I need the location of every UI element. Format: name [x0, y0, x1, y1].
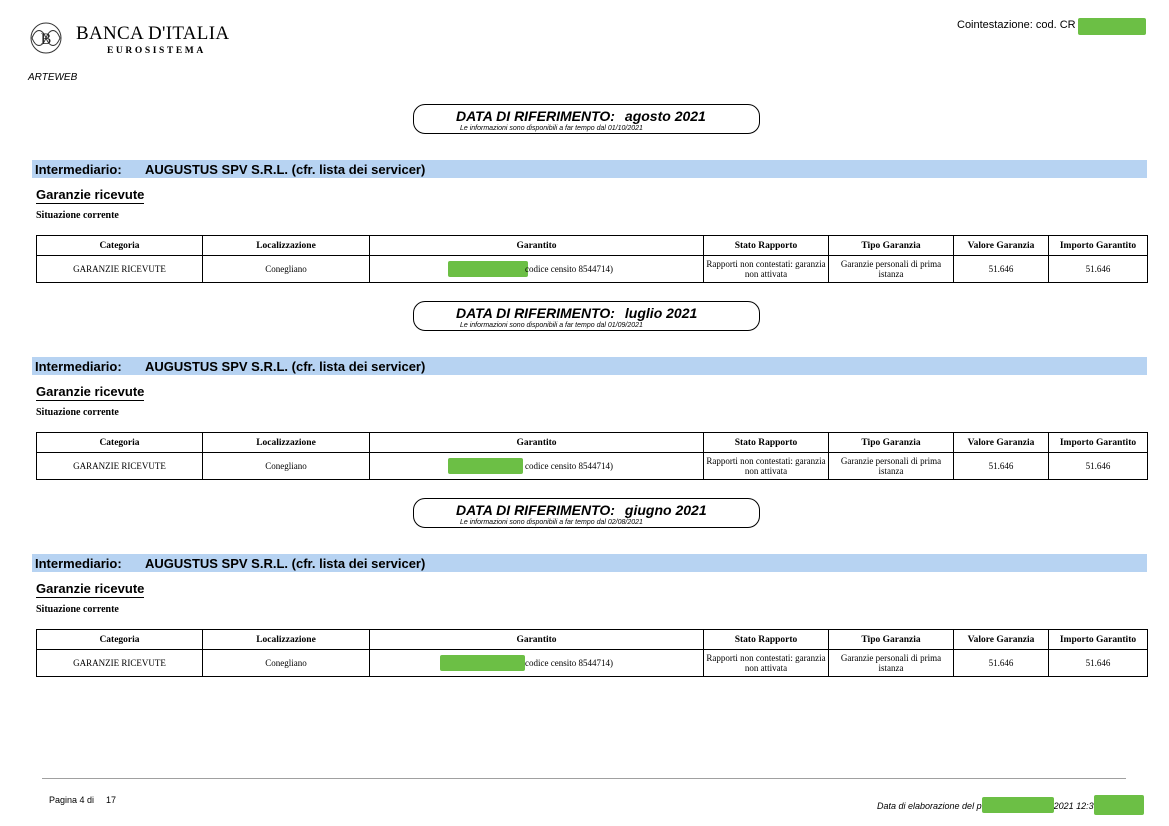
redaction-garantito [440, 655, 525, 671]
cell-localizzazione: Conegliano [203, 256, 370, 283]
cell-stato-rapporto: Rapporti non contestati: garanzia non attivata [704, 453, 829, 480]
cell-categoria: GARANZIE RICEVUTE [37, 256, 203, 283]
intermediario-label: Intermediario: [35, 162, 122, 177]
cell-localizzazione: Conegliano [203, 453, 370, 480]
elab-suffix: 2021 12:3 [1053, 801, 1094, 811]
cell-valore-garanzia: 51.646 [954, 453, 1049, 480]
situazione-label: Situazione corrente [36, 604, 119, 615]
availability-note: Le informazioni sono disponibili a far tempo dal 02/08/2021 [460, 519, 643, 526]
col-header-valore-garanzia: Valore Garanzia [954, 433, 1049, 453]
page-total: 17 [106, 795, 117, 805]
col-header-localizzazione: Localizzazione [203, 630, 370, 650]
reference-date-box [413, 301, 760, 331]
cell-categoria: GARANZIE RICEVUTE [37, 453, 203, 480]
bank-name: BANCA D'ITALIA [76, 23, 230, 44]
footer-divider [42, 778, 1126, 779]
date-label: DATA DI RIFERIMENTO: [456, 305, 615, 321]
cell-tipo-garanzia: Garanzie personali di prima istanza [829, 650, 954, 677]
col-header-categoria: Categoria [37, 236, 203, 256]
availability-note: Le informazioni sono disponibili a far tempo dal 01/10/2021 [460, 125, 643, 132]
col-header-garantito: Garantito [370, 433, 704, 453]
col-header-garantito: Garantito [370, 236, 704, 256]
date-label: DATA DI RIFERIMENTO: [456, 502, 615, 518]
situazione-label: Situazione corrente [36, 210, 119, 221]
section-subtitle: Garanzie ricevute [36, 581, 145, 596]
page-number [49, 795, 116, 805]
elab-prefix: Data di elaborazione del p [877, 801, 982, 811]
col-header-categoria: Categoria [37, 630, 203, 650]
col-header-valore-garanzia: Valore Garanzia [954, 630, 1049, 650]
garantito-text: codice censito 8544714) [525, 658, 613, 668]
intermediario-band [32, 357, 1147, 375]
col-header-importo-garantito: Importo Garantito [1049, 433, 1148, 453]
cointestazione-label: Cointestazione: cod. CR [957, 19, 1076, 31]
cell-importo-garantito: 51.646 [1049, 256, 1148, 283]
cell-stato-rapporto: Rapporti non contestati: garanzia non attivata [704, 256, 829, 283]
cell-tipo-garanzia: Garanzie personali di prima istanza [829, 453, 954, 480]
date-value: agosto 2021 [624, 108, 706, 124]
availability-note: Le informazioni sono disponibili a far tempo dal 01/09/2021 [460, 322, 643, 329]
cell-valore-garanzia: 51.646 [954, 256, 1049, 283]
garantito-text: codice censito 8544714) [525, 461, 613, 471]
col-header-tipo-garanzia: Tipo Garanzia [829, 433, 954, 453]
col-header-tipo-garanzia: Tipo Garanzia [829, 236, 954, 256]
col-header-categoria: Categoria [37, 433, 203, 453]
section-luglio [0, 197, 1169, 476]
elaboration-date [877, 795, 1144, 815]
col-header-importo-garantito: Importo Garantito [1049, 236, 1148, 256]
page-label: Pagina 4 di [49, 795, 95, 805]
col-header-stato-rapporto: Stato Rapporto [704, 236, 829, 256]
redaction-elab-date [982, 797, 1054, 813]
cell-stato-rapporto: Rapporti non contestati: garanzia non attivata [704, 650, 829, 677]
svg-text:B: B [40, 31, 52, 48]
col-header-localizzazione: Localizzazione [203, 236, 370, 256]
intermediario-band [32, 554, 1147, 572]
col-header-localizzazione: Localizzazione [203, 433, 370, 453]
date-value: giugno 2021 [624, 502, 707, 518]
app-name: ARTEWEB [28, 72, 78, 83]
col-header-stato-rapporto: Stato Rapporto [704, 630, 829, 650]
cell-localizzazione: Conegliano [203, 650, 370, 677]
cell-tipo-garanzia: Garanzie personali di prima istanza [829, 256, 954, 283]
date-label: DATA DI RIFERIMENTO: [456, 108, 615, 124]
intermediario-band [32, 160, 1147, 178]
col-header-importo-garantito: Importo Garantito [1049, 630, 1148, 650]
intermediario-name: AUGUSTUS SPV S.R.L. (cfr. lista dei servicer) [145, 162, 426, 177]
cell-garantito [370, 650, 704, 677]
table-header-row [37, 630, 1148, 650]
section-agosto [0, 0, 1169, 279]
garantito-text: codice censito 8544714) [525, 264, 613, 274]
cell-categoria: GARANZIE RICEVUTE [37, 650, 203, 677]
col-header-valore-garanzia: Valore Garanzia [954, 236, 1049, 256]
intermediario-name: AUGUSTUS SPV S.R.L. (cfr. lista dei servicer) [145, 556, 426, 571]
cell-valore-garanzia: 51.646 [954, 650, 1049, 677]
date-value: luglio 2021 [624, 305, 698, 321]
reference-date-box [413, 104, 760, 134]
col-header-tipo-garanzia: Tipo Garanzia [829, 630, 954, 650]
bank-subtitle: EUROSISTEMA [107, 46, 206, 56]
intermediario-label: Intermediario: [35, 359, 122, 374]
intermediario-name: AUGUSTUS SPV S.R.L. (cfr. lista dei servicer) [145, 359, 426, 374]
section-giugno [0, 394, 1169, 673]
cell-importo-garantito: 51.646 [1049, 453, 1148, 480]
redaction-elab-time [1094, 795, 1144, 815]
col-header-stato-rapporto: Stato Rapporto [704, 433, 829, 453]
col-header-garantito: Garantito [370, 630, 704, 650]
garanzie-table [36, 629, 1148, 677]
intermediario-label: Intermediario: [35, 556, 122, 571]
section-subtitle: Garanzie ricevute [36, 187, 145, 202]
section-subtitle: Garanzie ricevute [36, 384, 145, 399]
table-row [37, 650, 1148, 677]
cell-importo-garantito: 51.646 [1049, 650, 1148, 677]
situazione-label: Situazione corrente [36, 407, 119, 418]
reference-date-box [413, 498, 760, 528]
